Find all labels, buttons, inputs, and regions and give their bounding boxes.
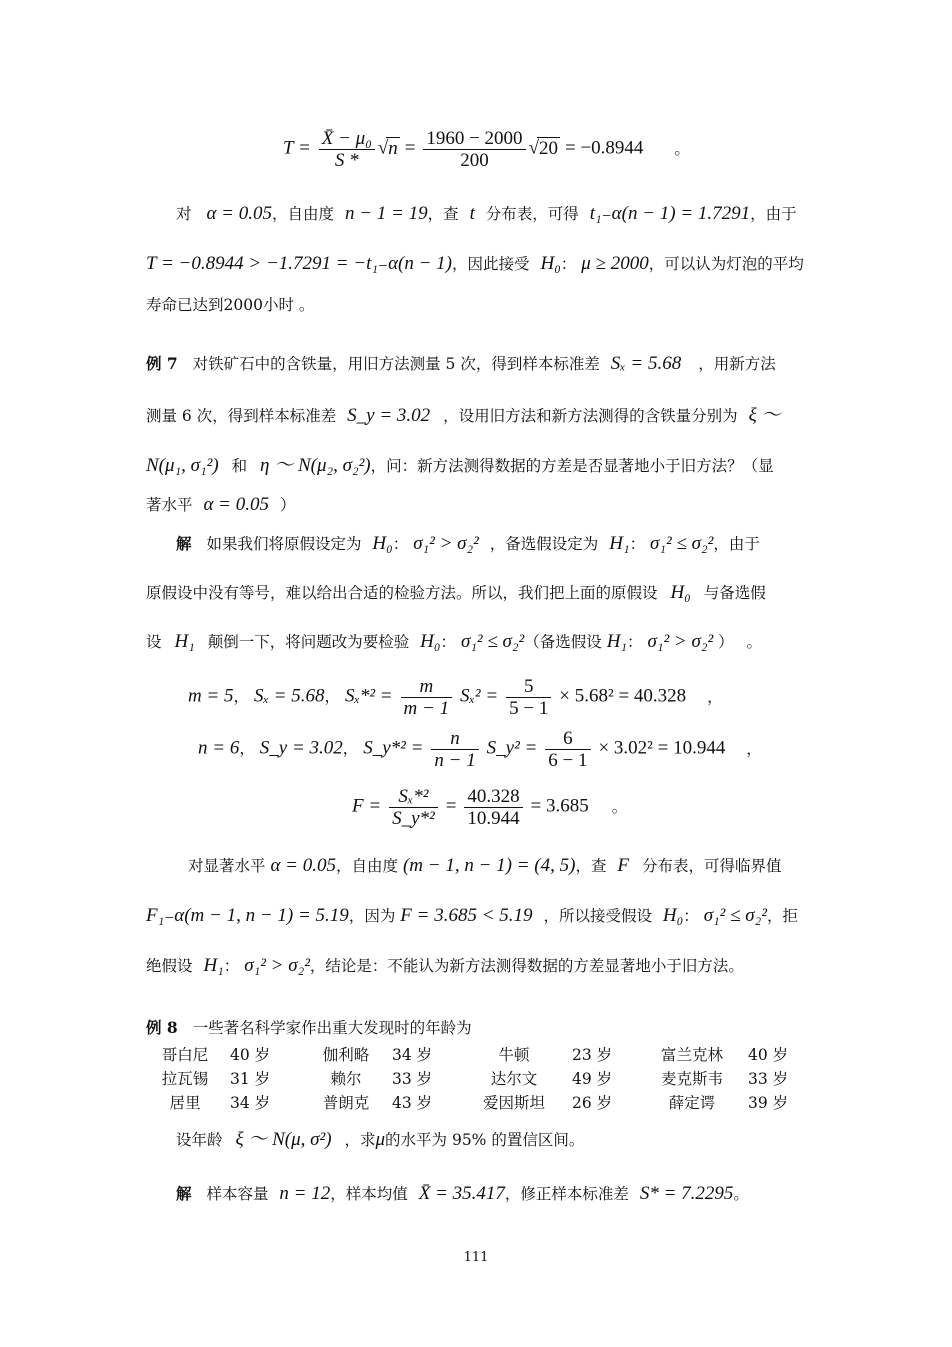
paragraph-alpha: 对 α = 0.05，自由度 n − 1 = 19，查 t 分布表，可得 t₁₋α(n − 1) = 1.7291，由于 [176, 203, 797, 224]
paragraph-f-1: 对显著水平 α = 0.05，自由度 (m − 1, n − 1) = (4, 5)，查 F 分布表，可得临界值 [188, 855, 782, 876]
equation-n: n = 6， S_y = 3.02， S_y*² = $\frac{n}{n - 1}$ S_y² = $\frac{6}{6 - 1}$ × 3.02² = 10.944 ， [198, 728, 762, 771]
page-number: 111 [463, 1250, 489, 1265]
solution-7-line-3: 设 H₁ 颠倒一下，将问题改为要检验 H₀： σ₁² ≤ σ₂²（备选假设 H₁： σ₁² > σ₂² ） 。 [146, 631, 763, 652]
scientist-name-cell: 达尔文 [490, 1070, 538, 1088]
age-cell: 40 岁 [230, 1046, 271, 1064]
example-8-question: 设年龄 ξ ～ N(μ, σ²) ，求μ的水平为 95% 的置信区间。 [176, 1129, 585, 1150]
scientist-name-cell: 牛顿 [498, 1046, 530, 1064]
scientist-name-cell: 赖尔 [330, 1070, 362, 1088]
scientist-name-cell: 拉瓦锡 [161, 1070, 209, 1088]
age-cell: 23 岁 [572, 1046, 613, 1064]
equation-f: F = $\frac{\text{Sₓ*²}}{\text{S\_y*²}}$ = $\frac{40.328}{10.944}$ = 3.685 。 [352, 786, 628, 829]
scientist-name-cell: 哥白尼 [161, 1046, 209, 1064]
age-cell: 40 岁 [748, 1046, 789, 1064]
example-8-heading: 例 8 一些著名科学家作出重大发现时的年龄为 [146, 1018, 472, 1037]
age-cell: 26 岁 [572, 1094, 613, 1112]
age-cell: 43 岁 [392, 1094, 433, 1112]
example-7-line-3: N(μ₁, σ₁²) 和 η ～ N(μ₂, σ₂²)，问：新方法测得数据的方差是否显著地小于旧方法？（显 [146, 455, 774, 476]
paragraph-f-3: 绝假设 H₁： σ₁² > σ₂²，结论是：不能认为新方法测得数据的方差显著地小于旧方法。 [146, 955, 744, 976]
solution-7-line-1: 解 如果我们将原假设定为 H₀： σ₁² > σ₂² ，备选假设定为 H₁： σ₁² ≤ σ₂²，由于 [176, 533, 760, 554]
paragraph-f-2: F₁₋α(m − 1, n − 1) = 5.19，因为 F = 3.685 < 5.19 ，所以接受假设 H₀： σ₁² ≤ σ₂²，拒 [146, 905, 798, 926]
example-7-line-4: 著水平 α = 0.05 ） [146, 494, 296, 515]
age-cell: 39 岁 [748, 1094, 789, 1112]
solution-8: 解 样本容量 n = 12，样本均值 X̄ = 35.417，修正样本标准差 S* = 7.2295。 [176, 1183, 749, 1204]
table-row [146, 1091, 800, 1115]
scientist-age-table [146, 1043, 800, 1115]
fraction: $\frac{40.328}{10.944}$ [464, 786, 522, 829]
example-7-line-2: 测量 6 次，得到样本标准差 S_y = 3.02 ，设用旧方法和新方法测得的含铁量分别为 ξ ～ [146, 405, 781, 426]
fraction: $\frac{6}{6 - 1}$ [545, 728, 590, 771]
age-cell: 33 岁 [392, 1070, 433, 1088]
scientist-name-cell: 伽利略 [322, 1046, 370, 1064]
formula-t: T = $\frac{\text{X̄ − μ₀}}{S *}$ √n = $\frac{1960 - 2000}{200}$ √20 = −0.8944 。 [283, 128, 690, 171]
solution-7-line-2: 原假设中没有等号，难以给出合适的检验方法。所以，我们把上面的原假设 H₀ 与备选假 [146, 582, 766, 603]
age-cell: 34 岁 [392, 1046, 433, 1064]
age-cell: 31 岁 [230, 1070, 271, 1088]
scientist-name-cell: 爱因斯坦 [482, 1094, 545, 1112]
paragraph-life: 寿命已达到2000小时 。 [146, 296, 315, 314]
age-cell: 33 岁 [748, 1070, 789, 1088]
scientist-name-cell: 普朗克 [322, 1094, 370, 1112]
scientist-name-cell: 麦克斯韦 [660, 1070, 723, 1088]
fraction: $\frac{\text{Sₓ*²}}{\text{S\_y*²}}$ [389, 786, 438, 829]
equation-m: m = 5， Sₓ = 5.68， Sₓ*² = $\frac{m}{m - 1}$ Sₓ² = $\frac{5}{5 - 1}$ × 5.68² = 40.328 ， [188, 676, 723, 719]
paragraph-t-compare: T = −0.8944 > −1.7291 = −t₁₋α(n − 1)，因此接受 H₀： μ ≥ 2000，可以认为灯泡的平均 [146, 253, 804, 274]
fraction: $\frac{5}{5 - 1}$ [506, 676, 551, 719]
scientist-name-cell: 富兰克林 [660, 1046, 723, 1064]
scientist-name-cell: 薛定谔 [668, 1094, 716, 1112]
fraction: $\frac{1960 - 2000}{200}$ [423, 128, 525, 171]
age-cell: 34 岁 [230, 1094, 271, 1112]
table-row [146, 1067, 800, 1091]
table-row [146, 1043, 800, 1067]
example-7-line-1: 例 7 对铁矿石中的含铁量，用旧方法测量 5 次，得到样本标准差 Sₓ = 5.68 ，用新方法 [146, 353, 776, 374]
fraction: $\frac{n}{n - 1}$ [431, 728, 478, 771]
age-cell: 49 岁 [572, 1070, 613, 1088]
scientist-name-cell: 居里 [169, 1094, 201, 1112]
fraction: $\frac{m}{m - 1}$ [401, 676, 453, 719]
fraction: $\frac{\text{X̄ − μ₀}}{S *}$ [319, 128, 375, 171]
